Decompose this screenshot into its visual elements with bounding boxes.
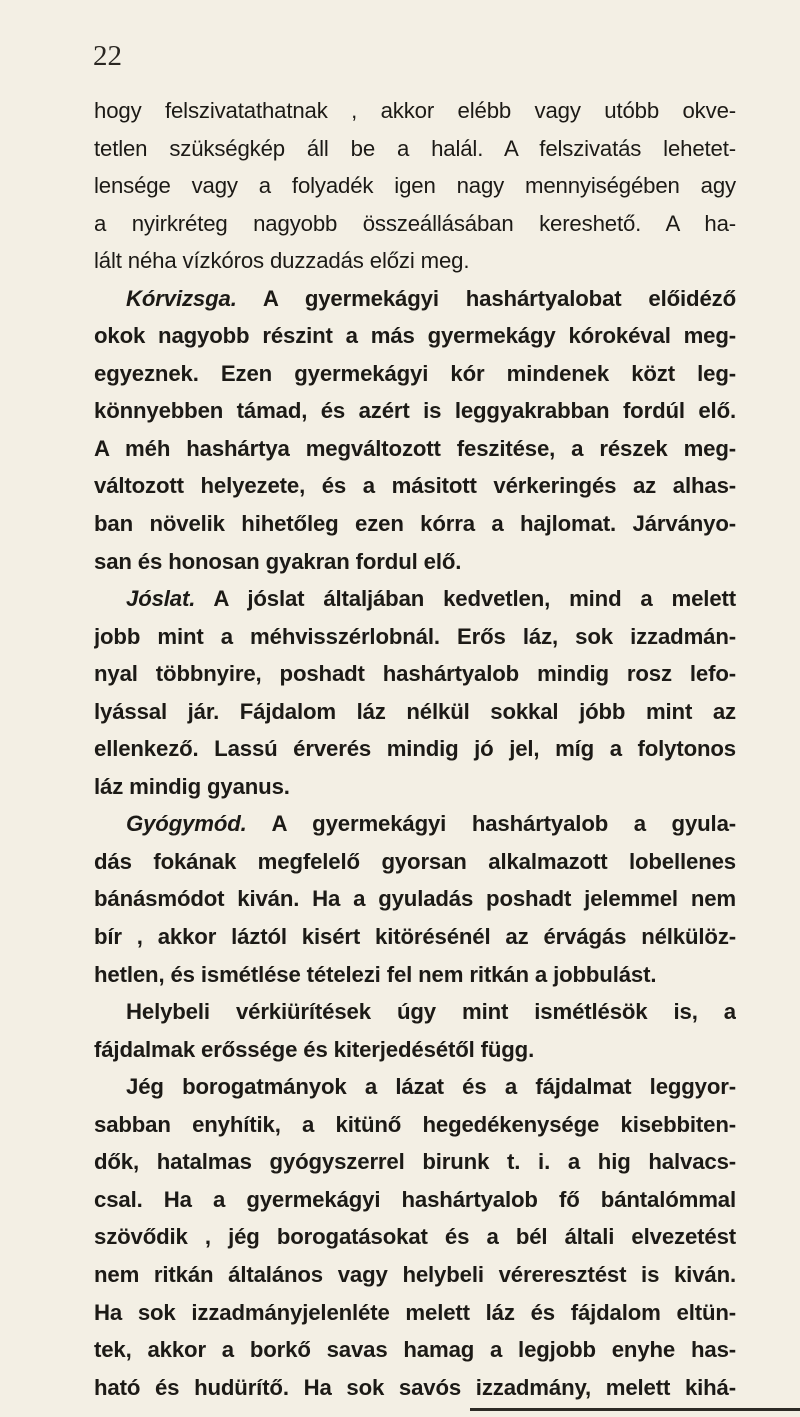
text-line	[94, 1294, 736, 1332]
text-segment: hetlen, és ismétlése tételezi fel nem ritkán a jobbulást.	[94, 961, 657, 987]
text-line	[94, 392, 736, 430]
text-segment: hogy felszivatathatnak , akkor elébb vagy utóbb okve-	[94, 98, 736, 123]
text-segment: dás fokának megfelelő gyorsan alkalmazott lobellenes	[94, 848, 736, 874]
text-line	[94, 130, 736, 168]
text-line	[94, 918, 736, 956]
text-line	[94, 1068, 736, 1106]
text-segment: A gyermekágyi hashártyalobat előidéző	[236, 285, 736, 311]
text-line	[94, 242, 736, 280]
body-text	[94, 92, 736, 1406]
section-heading: Gyógymód.	[126, 811, 247, 837]
text-segment: jobb mint a méhvisszérlobnál. Erős láz, sok izzadmán-	[94, 623, 736, 649]
text-line	[94, 1256, 736, 1294]
text-segment: san és honosan gyakran fordul elő.	[94, 548, 462, 574]
text-segment: Jég borogatmányok a lázat és a fájdalmat leggyor-	[126, 1074, 736, 1100]
text-line	[94, 543, 736, 581]
section-heading: Kórvizsga.	[126, 285, 237, 311]
text-segment: tetlen szükségkép áll be a halál. A felszivatás lehetet-	[94, 135, 736, 161]
text-line	[94, 205, 736, 243]
text-segment: tek, akkor a borkő savas hamag a legjobb enyhe has-	[94, 1337, 736, 1363]
text-segment: Helybeli vérkiürítések úgy mint ismétlésök is, a	[126, 999, 736, 1025]
page-number: 22	[93, 40, 122, 72]
text-line	[94, 92, 736, 130]
text-segment: ban növelik hihetőleg ezen kórra a hajlomat. Járványo-	[94, 511, 736, 537]
text-line	[94, 730, 736, 768]
text-segment: Ha sok izzadmányjelenléte melett láz és fájdalom eltün-	[94, 1299, 736, 1325]
text-line	[94, 167, 736, 205]
text-line	[94, 430, 736, 468]
text-line	[94, 693, 736, 731]
text-line	[94, 317, 736, 355]
text-segment: bánásmódot kiván. Ha a gyuladás poshadt jelemmel nem	[94, 886, 736, 912]
text-line	[94, 1143, 736, 1181]
text-segment: könnyebben támad, és azért is leggyakrabban fordúl elő.	[94, 398, 736, 424]
text-segment: láz mindig gyanus.	[94, 773, 290, 799]
text-line	[94, 505, 736, 543]
text-line	[94, 956, 736, 994]
text-segment: A méh hashártya megváltozott feszitése, a részek meg-	[94, 435, 736, 461]
text-segment: lyással jár. Fájdalom láz nélkül sokkal jóbb mint az	[94, 698, 736, 724]
text-segment: ható és hudürítő. Ha sok savós izzadmány, melett kihá-	[94, 1374, 736, 1400]
text-line	[94, 1369, 736, 1407]
text-segment: fájdalmak erőssége és kiterjedésétől függ.	[94, 1036, 535, 1062]
text-segment: lensége vagy a folyadék igen nagy mennyiségében agy	[94, 173, 736, 199]
text-segment: dők, hatalmas gyógyszerrel birunk t. i. a hig halvacs-	[94, 1149, 736, 1175]
text-segment: sabban enyhítik, a kitünő hegedékenysége kisebbiten-	[94, 1111, 736, 1137]
text-segment: A jóslat általjában kedvetlen, mind a melett	[195, 586, 736, 612]
text-segment: okok nagyobb részint a más gyermekágy kórokéval meg-	[94, 323, 736, 349]
bottom-rule	[470, 1408, 800, 1411]
text-line	[94, 355, 736, 393]
text-line	[94, 1106, 736, 1144]
text-segment: lált néha vízkóros duzzadás előzi meg.	[94, 248, 470, 274]
section-heading: Jóslat.	[126, 586, 196, 612]
text-line	[94, 843, 736, 881]
text-line	[94, 1218, 736, 1256]
text-segment: egyeznek. Ezen gyermekágyi kór mindenek közt leg-	[94, 360, 736, 386]
text-line	[94, 880, 736, 918]
text-line	[94, 1031, 736, 1069]
text-segment: nyal többnyire, poshadt hashártyalob mindig rosz lefo-	[94, 661, 736, 687]
text-line	[94, 618, 736, 656]
text-line	[94, 993, 736, 1031]
text-segment: A gyermekágyi hashártyalob a gyula-	[246, 811, 736, 837]
text-line	[94, 805, 736, 843]
text-line	[94, 580, 736, 618]
text-segment: a nyirkréteg nagyobb összeállásában kereshető. A ha-	[94, 210, 736, 236]
text-segment: bír , akkor láztól kisért kitörésénél az érvágás nélkülöz-	[94, 924, 736, 950]
text-line	[94, 280, 736, 318]
text-segment: nem ritkán általános vagy helybeli véreresztést is kiván.	[94, 1261, 736, 1287]
text-line	[94, 768, 736, 806]
text-segment: csal. Ha a gyermekágyi hashártyalob fő bántalómmal	[94, 1186, 736, 1212]
text-line	[94, 467, 736, 505]
text-segment: ellenkező. Lassú érverés mindig jó jel, míg a folytonos	[94, 736, 736, 762]
text-line	[94, 1181, 736, 1219]
text-segment: változott helyezete, és a másitott vérkeringés az alhas-	[94, 473, 736, 499]
text-line	[94, 655, 736, 693]
text-segment: szövődik , jég borogatásokat és a bél általi elvezetést	[94, 1224, 736, 1250]
text-line	[94, 1331, 736, 1369]
